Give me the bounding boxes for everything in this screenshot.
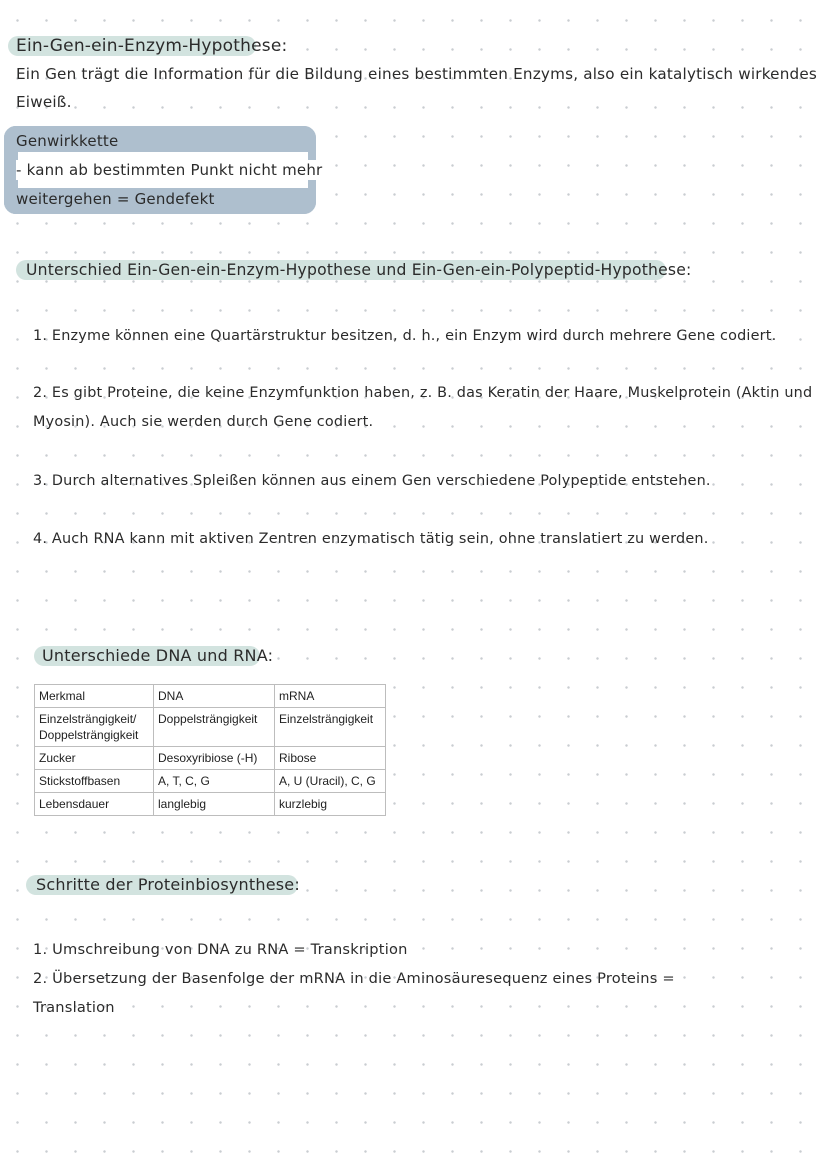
comparison-table [34,684,386,816]
note-box-title: Genwirkkette [16,132,119,150]
definition-line-1: Ein Gen trägt die Information für die Bildung eines bestimmten Enzyms, also ein katalytisch wirkendes [16,65,818,83]
table-cell: langlebig [154,793,275,816]
heading-ein-gen-ein-enzym: Ein-Gen-ein-Enzym-Hypothese: [16,36,288,56]
note-box-line-2: weitergehen = Gendefekt [16,190,215,208]
table-row [35,770,386,793]
step-2-line-1: 2. Übersetzung der Basenfolge der mRNA in die Aminosäuresequenz eines Proteins = [33,970,675,987]
table-header-row [35,685,386,708]
table-cell: A, U (Uracil), C, G [275,770,386,793]
table-cell: Zucker [35,747,154,770]
point-3: 3. Durch alternatives Spleißen können aus einem Gen verschiedene Polypeptide entstehen. [33,473,711,489]
heading-proteinbiosynthese: Schritte der Proteinbiosynthese: [36,875,300,894]
heading-unterschiede-dna-rna: Unterschiede DNA und RNA: [42,646,274,665]
point-1: 1. Enzyme können eine Quartärstruktur besitzen, d. h., ein Enzym wird durch mehrere Gene codiert. [33,328,777,344]
note-box-line-1: - kann ab bestimmten Punkt nicht mehr [16,161,323,179]
point-4: 4. Auch RNA kann mit aktiven Zentren enzymatisch tätig sein, ohne translatiert zu werden. [33,531,709,547]
table-cell: Ribose [275,747,386,770]
table-cell: Merkmal [35,685,154,708]
heading-unterschied-hypothesen: Unterschied Ein-Gen-ein-Enzym-Hypothese und Ein-Gen-ein-Polypeptid-Hypothese: [26,261,692,279]
table-cell: kurzlebig [275,793,386,816]
step-2-line-2: Translation [33,999,115,1016]
table-cell: Einzelsträngigkeit/ Doppelsträngigkeit [35,708,154,747]
table-row [35,708,386,747]
table-cell: mRNA [275,685,386,708]
definition-line-2: Eiweiß. [16,93,72,111]
table-cell: Einzelsträngigkeit [275,708,386,747]
table-cell: Lebensdauer [35,793,154,816]
step-1: 1. Umschreibung von DNA zu RNA = Transkription [33,941,408,958]
table-cell: Desoxyribiose (-H) [154,747,275,770]
point-2-line-2: Myosin). Auch sie werden durch Gene codiert. [33,414,374,430]
table-cell: Doppelsträngigkeit [154,708,275,747]
point-2-line-1: 2. Es gibt Proteine, die keine Enzymfunktion haben, z. B. das Keratin der Haare, Muskelprotein (Aktin und [33,385,813,401]
table-cell: DNA [154,685,275,708]
table-row [35,747,386,770]
table-cell: Stickstoffbasen [35,770,154,793]
table-row [35,793,386,816]
table-cell: A, T, C, G [154,770,275,793]
